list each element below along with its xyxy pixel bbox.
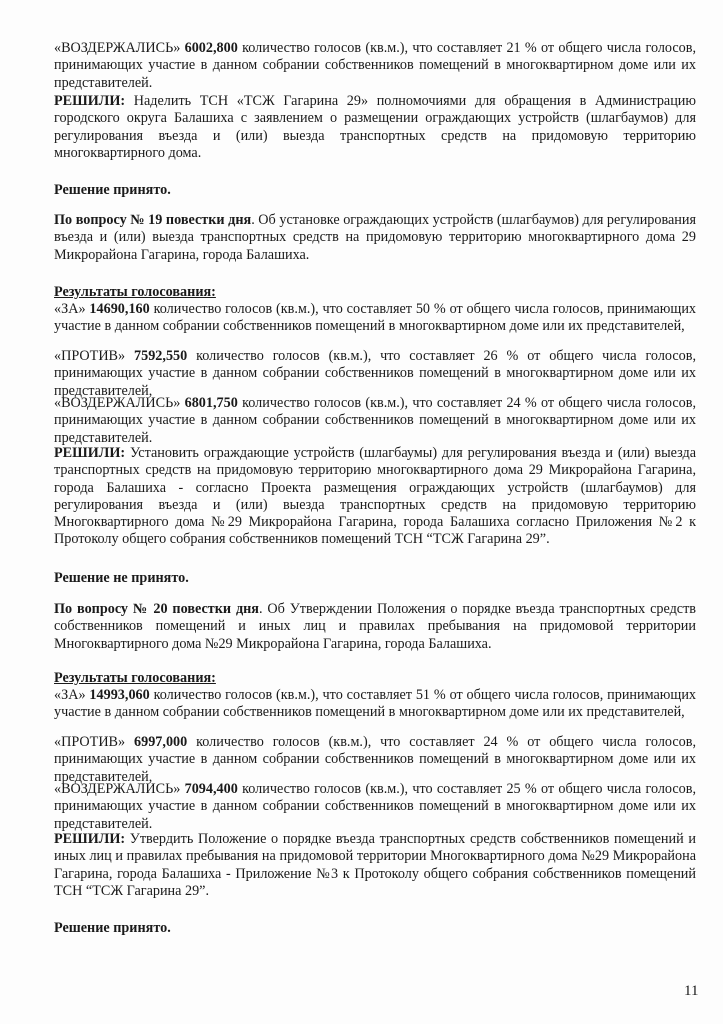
results-heading-q20: Результаты голосования:	[54, 670, 216, 686]
results-heading-q19: Результаты голосования:	[54, 284, 216, 300]
for-value: 14993,060	[89, 687, 150, 703]
abstain-label: «ВОЗДЕРЖАЛИСЬ»	[54, 40, 181, 56]
question-19-label: По вопросу № 19 повестки дня	[54, 212, 252, 228]
against-text: количество голосов (кв.м.), что составляет 24 % от общего числа голосов, принимающих участие в данном собрании собственников помещений в многоквартирном доме или их представителей,	[54, 734, 697, 785]
resolved-text: Утвердить Положение о порядке въезда транспортных средств собственников помещений и иных лиц и правилах пребывания на придомовой территории Многоквартирного дома №29 Микрорайона Гагарина, города Балашиха - Приложение №3 к Протоколу общего собрания собственников помещений ТСН “ТСЖ Гагарина 29”.	[54, 831, 696, 899]
for-label: «ЗА»	[54, 301, 86, 317]
decision-q19: Решение не принято.	[54, 570, 189, 586]
abstain-text: количество голосов (кв.м.), что составляет 24 % от общего числа голосов, принимающих участие в данном собрании собственников помещений в многоквартирном доме или их представителей.	[54, 395, 697, 446]
decision-q20: Решение принято.	[54, 920, 171, 936]
for-paragraph-q20	[54, 687, 696, 722]
question-20-text: . Об Утверждении Положения о порядке въезда транспортных средств собственников помещений и иных лиц и правилах пребывания на придомовой территории Многоквартирного дома №29 Микрорайона Гагарина, города Балашиха.	[54, 601, 696, 652]
abstain-value: 7094,400	[184, 781, 238, 797]
question-20-label: По вопросу № 20 повестки дня	[54, 601, 259, 617]
for-value: 14690,160	[89, 301, 150, 317]
abstain-paragraph-q20	[54, 781, 696, 833]
resolved-paragraph-q19	[54, 445, 696, 549]
question-20-paragraph	[54, 601, 696, 653]
for-paragraph-q19	[54, 301, 696, 336]
abstain-text: количество голосов (кв.м.), что составляет 25 % от общего числа голосов, принимающих участие в данном собрании собственников помещений в многоквартирном доме или их представителей.	[54, 781, 697, 832]
against-value: 7592,550	[134, 348, 188, 364]
decision-q18: Решение принято.	[54, 182, 171, 198]
against-label: «ПРОТИВ»	[54, 734, 126, 750]
abstain-value: 6002,800	[184, 40, 238, 56]
resolved-paragraph-q18	[54, 93, 696, 162]
abstain-label: «ВОЗДЕРЖАЛИСЬ»	[54, 781, 181, 797]
resolved-label: РЕШИЛИ:	[54, 831, 126, 847]
against-paragraph-q19	[54, 348, 696, 400]
against-value: 6997,000	[134, 734, 188, 750]
abstain-text: количество голосов (кв.м.), что составляет 21 % от общего числа голосов, принимающих участие в данном собрании собственников помещений в многоквартирном доме или их представителей.	[54, 40, 697, 91]
resolved-text: Наделить ТСН «ТСЖ Гагарина 29» полномочиями для обращения в Администрацию городского округа Балашиха с заявлением о размещении ограждающих устройств (шлагбаумов) для регулирования въезда и (или) выезда транспортных средств на придомовую территорию многоквартирного дома.	[54, 93, 696, 161]
against-text: количество голосов (кв.м.), что составляет 26 % от общего числа голосов, принимающих участие в данном собрании собственников помещений в многоквартирном доме или их представителей,	[54, 348, 697, 399]
resolved-label: РЕШИЛИ:	[54, 93, 126, 109]
resolved-paragraph-q20	[54, 831, 696, 900]
against-paragraph-q20	[54, 734, 696, 786]
resolved-text: Установить ограждающие устройств (шлагбаумы) для регулирования въезда и (или) выезда транспортных средств на придомовую территорию многоквартирного дома 29 Микрорайона Гагарина, города Балашиха - согласно Проекта размещения ограждающих устройств (шлагбаумов) для регулирования въезда и (или) выезда транспортных средств на придомовую территорию Многоквартирного дома №29 Микрорайона Гагарина, города Балашиха согласно Приложения №2 к Протоколу общего собрания собственников помещений ТСН “ТСЖ Гагарина 29”.	[54, 445, 696, 548]
for-label: «ЗА»	[54, 687, 86, 703]
for-text: количество голосов (кв.м.), что составляет 51 % от общего числа голосов, принимающих участие в данном собрании собственников помещений в многоквартирном доме или их представителей,	[54, 687, 697, 721]
for-text: количество голосов (кв.м.), что составляет 50 % от общего числа голосов, принимающих участие в данном собрании собственников помещений в многоквартирном доме или их представителей,	[54, 301, 697, 335]
abstain-paragraph-q19	[54, 395, 696, 447]
abstain-value: 6801,750	[184, 395, 238, 411]
abstain-paragraph-q18	[54, 40, 696, 92]
question-19-text: . Об установке ограждающих устройств (шлагбаумов) для регулирования въезда и (или) выезда транспортных средств на придомовую территорию многоквартирного дома 29 Микрорайона Гагарина, города Балашиха.	[54, 212, 696, 263]
page-number: 11	[684, 983, 699, 999]
resolved-label: РЕШИЛИ:	[54, 445, 126, 461]
abstain-label: «ВОЗДЕРЖАЛИСЬ»	[54, 395, 181, 411]
against-label: «ПРОТИВ»	[54, 348, 126, 364]
question-19-paragraph	[54, 212, 696, 264]
